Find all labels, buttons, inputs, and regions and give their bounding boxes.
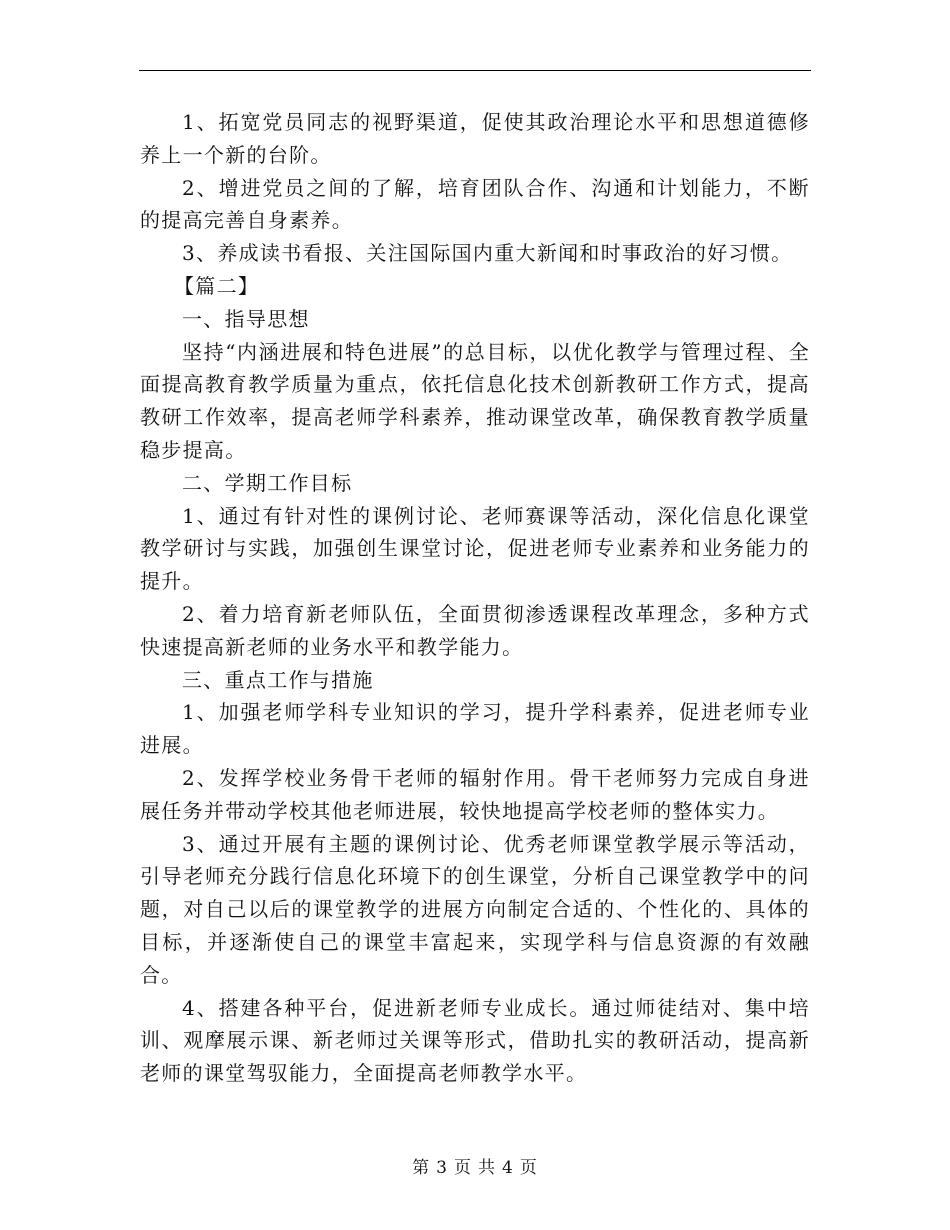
footer-current-page: 3 <box>436 1158 448 1178</box>
footer-total-pages: 4 <box>502 1158 514 1178</box>
paragraph-measure-4: 4、搭建各种平台，促进新老师专业成长。通过师徒结对、集中培训、观摩展示课、新老师过关课等形式，借助扎实的教研活动，提高新老师的课堂驾驭能力，全面提高老师教学水平。 <box>140 995 810 1086</box>
paragraph-objective-1: 1、拓宽党员同志的视野渠道，促使其政治理论水平和思想道德修养上一个新的台阶。 <box>140 110 810 167</box>
page-footer <box>0 1153 950 1178</box>
footer-prefix: 第 <box>412 1158 431 1178</box>
heading-guiding-ideology: 一、指导思想 <box>182 306 310 331</box>
heading-key-work: 三、重点工作与措施 <box>182 667 374 692</box>
footer-suffix: 页 <box>519 1158 538 1178</box>
paragraph-goal-2: 2、着力培育新老师队伍，全面贯彻渗透课程改革理念，多种方式快速提高新老师的业务水平和教学能力。 <box>140 601 810 659</box>
section-marker-part-two: 【篇二】 <box>174 273 260 298</box>
footer-total-word: 共 <box>478 1158 496 1178</box>
paragraph-objective-3: 3、养成读书看报、关注国际国内重大新闻和时事政治的好习惯。 <box>182 241 793 266</box>
paragraph-guiding-ideology: 坚持“内涵进展和特色进展”的总目标，以优化教学与管理过程、全面提高教育教学质量为重点，依托信息化技术创新教研工作方式，提高教研工作效率，提高老师学科素养，推动课堂改革，确保教育教学质量稳步提高。 <box>140 339 810 462</box>
footer-page-word: 页 <box>454 1158 472 1178</box>
header-rule <box>139 70 811 71</box>
paragraph-goal-1: 1、通过有针对性的课例讨论、老师赛课等活动，深化信息化课堂教学研讨与实践，加强创生课堂讨论，促进老师专业素养和业务能力的提升。 <box>140 503 810 594</box>
paragraph-measure-2: 2、发挥学校业务骨干老师的辐射作用。骨干老师努力完成自身进展任务并带动学校其他老师进展，较快地提高学校老师的整体实力。 <box>140 765 810 823</box>
paragraph-measure-1: 1、加强老师学科专业知识的学习，提升学科素养，促进老师专业进展。 <box>140 700 810 758</box>
paragraph-measure-3: 3、通过开展有主题的课例讨论、优秀老师课堂教学展示等活动，引导老师充分践行信息化环境下的创生课堂，分析自己课堂教学中的问题，对自己以后的课堂教学的进展方向制定合适的、个性化的、具体的目标，并逐渐使自己的课堂丰富起来，实现学科与信息资源的有效融合。 <box>140 831 810 987</box>
heading-semester-goals: 二、学期工作目标 <box>182 470 353 495</box>
document-body <box>140 106 810 1090</box>
paragraph-objective-2: 2、增进党员之间的了解，培育团队合作、沟通和计划能力，不断的提高完善自身素养。 <box>140 175 810 233</box>
